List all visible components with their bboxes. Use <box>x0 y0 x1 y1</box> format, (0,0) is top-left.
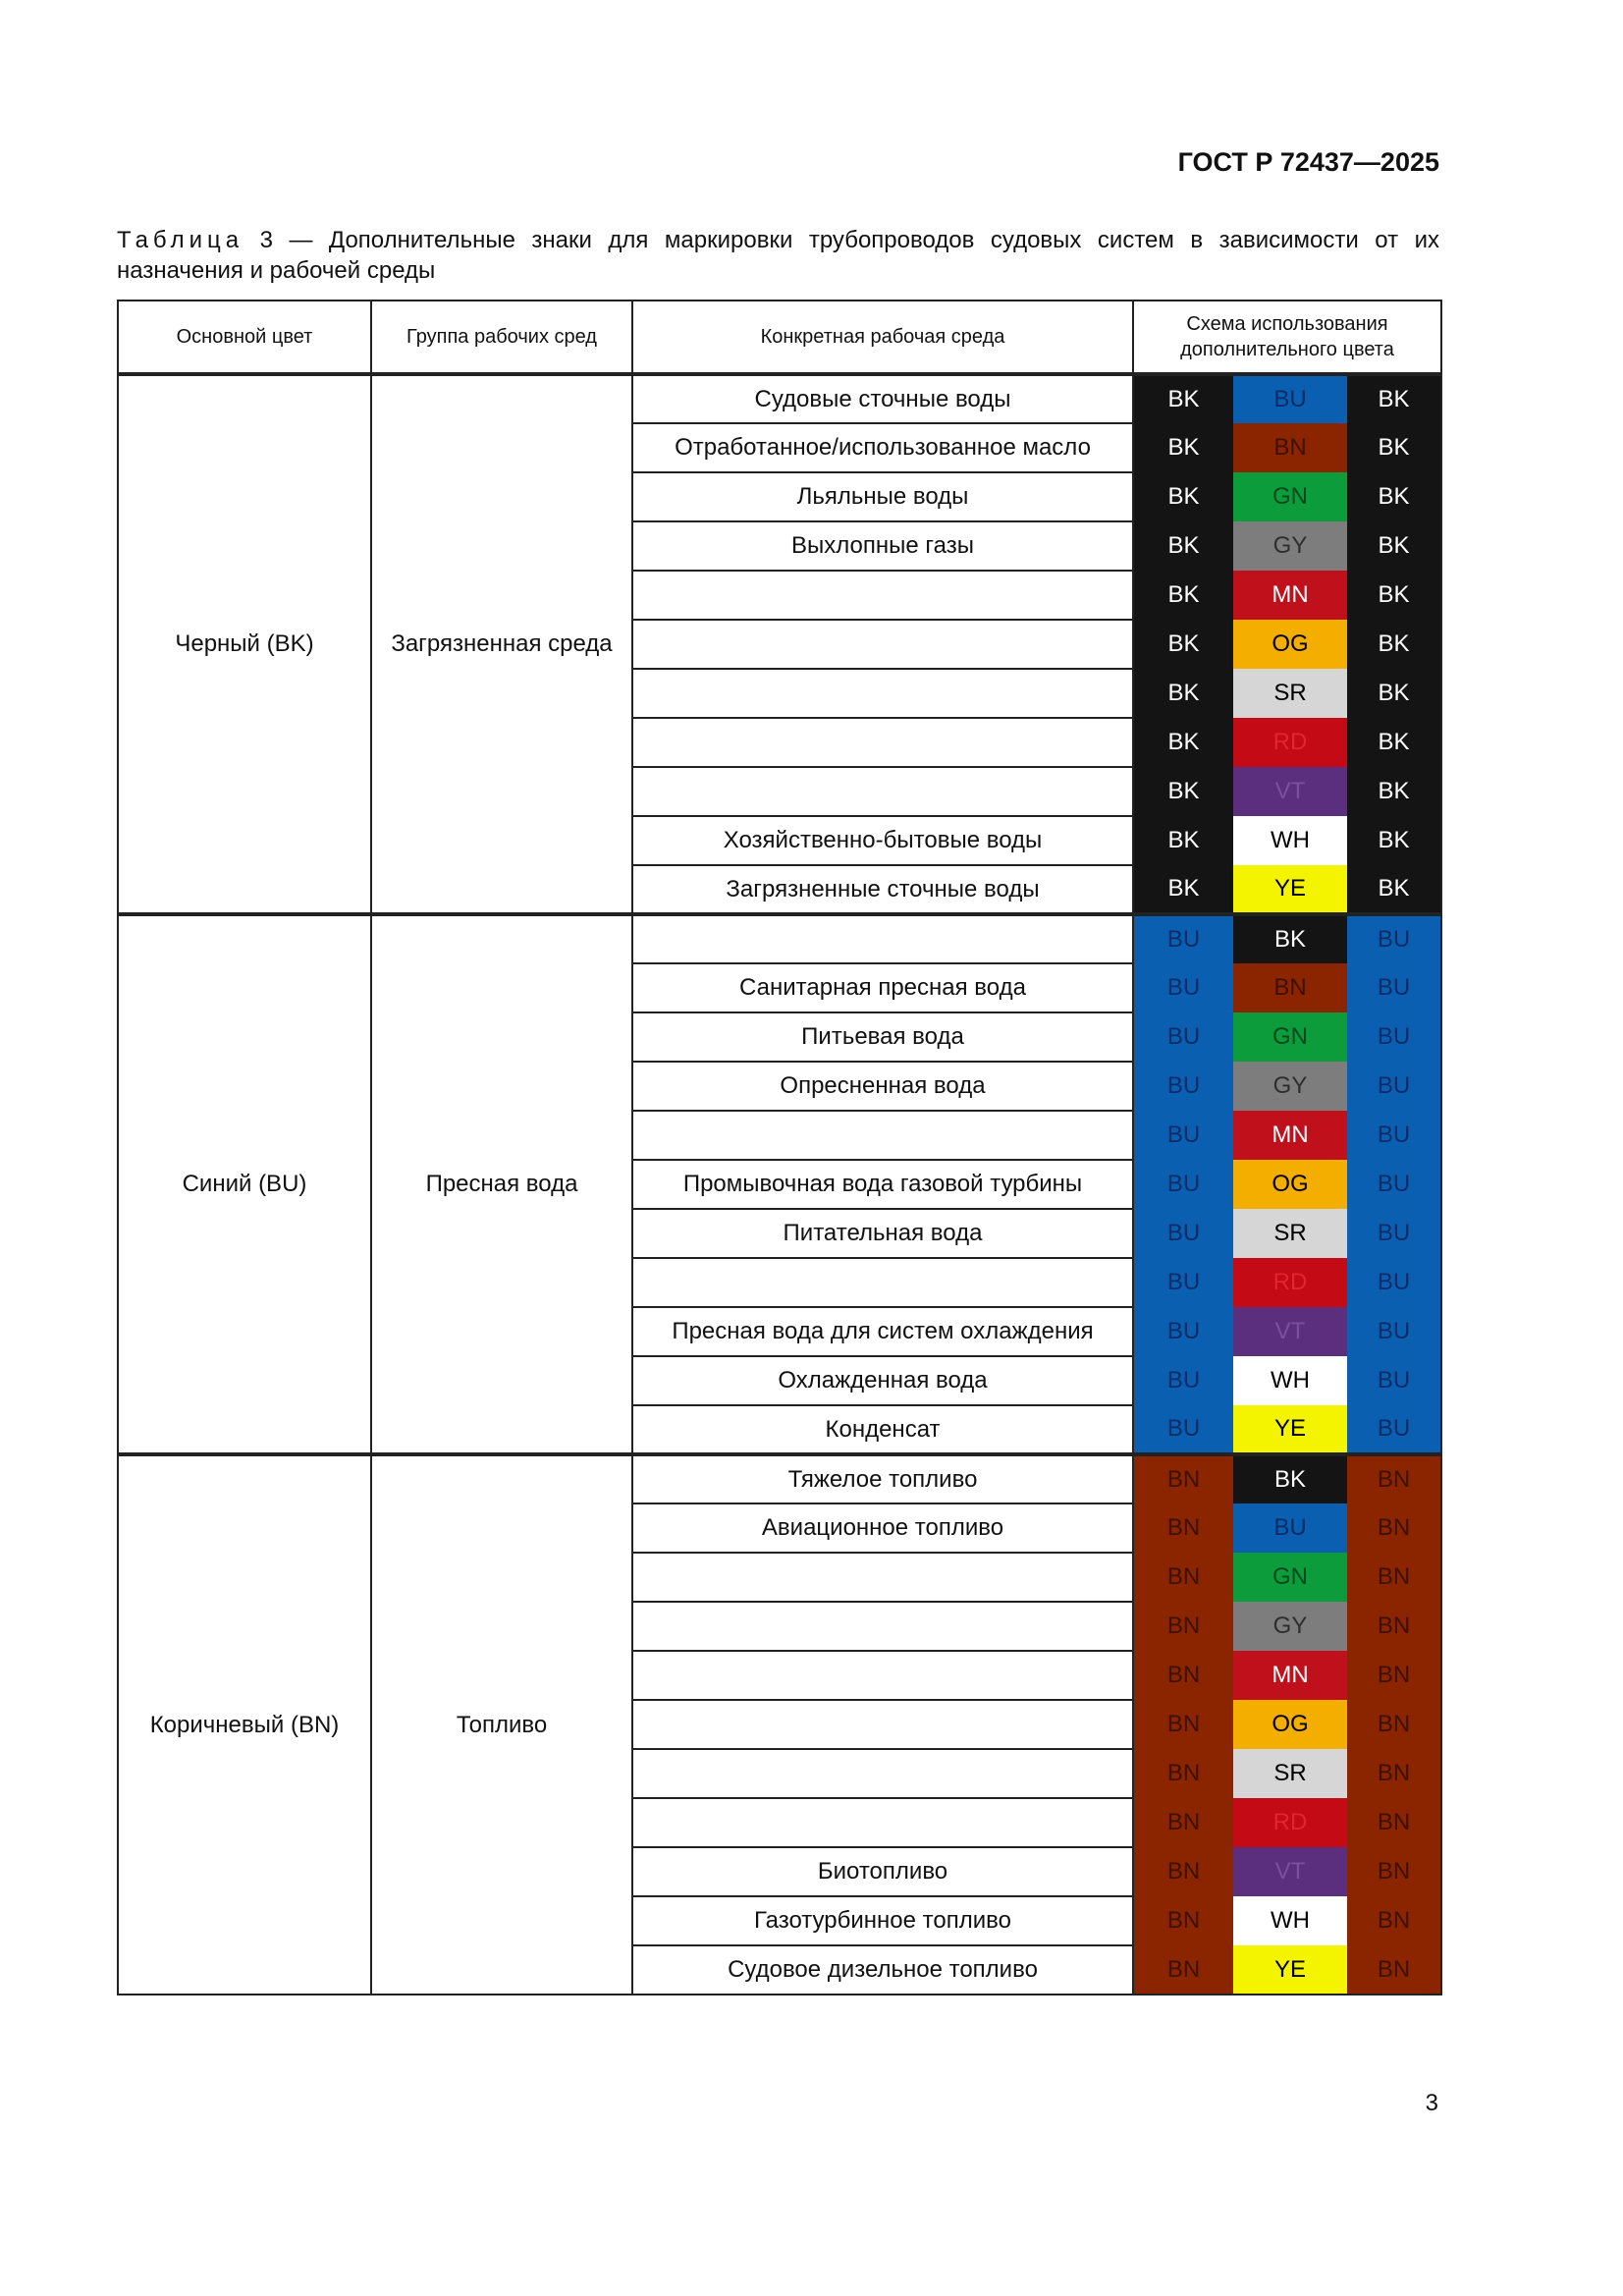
specific-media-cell <box>632 718 1133 767</box>
marking-table <box>117 300 1442 1995</box>
table-group <box>118 374 1441 914</box>
base-color-cell: Коричневый (BN) <box>118 1454 371 1995</box>
color-swatch-bu: BU <box>1233 1503 1347 1553</box>
color-swatch-bn: BN <box>1347 1700 1441 1749</box>
color-swatch-rd: RD <box>1233 718 1347 767</box>
color-swatch-ye: YE <box>1233 865 1347 914</box>
header-media-group: Группа рабочих сред <box>371 301 632 374</box>
specific-media-cell <box>632 1651 1133 1700</box>
specific-media-cell: Питательная вода <box>632 1209 1133 1258</box>
color-swatch-bn: BN <box>1347 1503 1441 1553</box>
specific-media-cell: Загрязненные сточные воды <box>632 865 1133 914</box>
color-swatch-bn: BN <box>1233 423 1347 472</box>
color-swatch-bn: BN <box>1133 1503 1233 1553</box>
color-swatch-gn: GN <box>1233 472 1347 521</box>
specific-media-cell <box>632 1602 1133 1651</box>
color-swatch-bk: BK <box>1133 521 1233 571</box>
color-swatch-bu: BU <box>1133 1258 1233 1307</box>
specific-media-cell: Отработанное/использованное масло <box>632 423 1133 472</box>
table-caption-text: 3 — Дополнительные знаки для маркировки трубопроводов судовых систем в зависимости от их назначения и рабочей среды <box>117 227 1439 284</box>
color-swatch-bk: BK <box>1133 718 1233 767</box>
color-swatch-mn: MN <box>1233 1651 1347 1700</box>
media-group-cell: Загрязненная среда <box>371 374 632 914</box>
color-swatch-sr: SR <box>1233 1209 1347 1258</box>
color-swatch-vt: VT <box>1233 1307 1347 1356</box>
specific-media-cell: Судовое дизельное топливо <box>632 1945 1133 1995</box>
color-swatch-bn: BN <box>1347 1454 1441 1503</box>
color-swatch-bn: BN <box>1347 1945 1441 1995</box>
color-swatch-bn: BN <box>1133 1651 1233 1700</box>
color-swatch-gy: GY <box>1233 1062 1347 1111</box>
specific-media-cell: Судовые сточные воды <box>632 374 1133 423</box>
specific-media-cell <box>632 1111 1133 1160</box>
table-caption <box>117 225 1439 286</box>
color-swatch-sr: SR <box>1233 1749 1347 1798</box>
specific-media-cell <box>632 1700 1133 1749</box>
color-swatch-og: OG <box>1233 1160 1347 1209</box>
specific-media-cell: Тяжелое топливо <box>632 1454 1133 1503</box>
specific-media-cell <box>632 1749 1133 1798</box>
color-swatch-bk: BK <box>1133 816 1233 865</box>
specific-media-cell: Хозяйственно-бытовые воды <box>632 816 1133 865</box>
specific-media-cell: Авиационное топливо <box>632 1503 1133 1553</box>
color-swatch-bk: BK <box>1347 669 1441 718</box>
base-color-cell: Черный (BK) <box>118 374 371 914</box>
specific-media-cell <box>632 767 1133 816</box>
table-row <box>118 374 1441 423</box>
color-swatch-gy: GY <box>1233 1602 1347 1651</box>
specific-media-cell: Охлажденная вода <box>632 1356 1133 1405</box>
specific-media-cell: Питьевая вода <box>632 1012 1133 1062</box>
color-swatch-bk: BK <box>1347 423 1441 472</box>
color-swatch-bu: BU <box>1347 963 1441 1012</box>
specific-media-cell: Пресная вода для систем охлаждения <box>632 1307 1133 1356</box>
color-swatch-bu: BU <box>1347 1307 1441 1356</box>
color-swatch-bn: BN <box>1347 1749 1441 1798</box>
table-row <box>118 1454 1441 1503</box>
specific-media-cell: Льяльные воды <box>632 472 1133 521</box>
color-swatch-rd: RD <box>1233 1798 1347 1847</box>
color-swatch-bn: BN <box>1133 1847 1233 1896</box>
color-swatch-bu: BU <box>1133 1405 1233 1454</box>
specific-media-cell: Газотурбинное топливо <box>632 1896 1133 1945</box>
color-swatch-bn: BN <box>1347 1847 1441 1896</box>
color-swatch-bn: BN <box>1133 1749 1233 1798</box>
specific-media-cell: Опресненная вода <box>632 1062 1133 1111</box>
color-swatch-gn: GN <box>1233 1553 1347 1602</box>
color-swatch-wh: WH <box>1233 1896 1347 1945</box>
color-swatch-bk: BK <box>1347 571 1441 620</box>
specific-media-cell <box>632 669 1133 718</box>
color-swatch-bu: BU <box>1133 1012 1233 1062</box>
color-swatch-bk: BK <box>1347 521 1441 571</box>
specific-media-cell: Биотопливо <box>632 1847 1133 1896</box>
specific-media-cell <box>632 914 1133 963</box>
color-swatch-bk: BK <box>1133 767 1233 816</box>
color-swatch-wh: WH <box>1233 816 1347 865</box>
document-id: ГОСТ Р 72437—2025 <box>1177 147 1439 177</box>
specific-media-cell <box>632 571 1133 620</box>
color-swatch-bn: BN <box>1133 1798 1233 1847</box>
color-swatch-bu: BU <box>1347 1405 1441 1454</box>
color-swatch-bn: BN <box>1347 1896 1441 1945</box>
color-swatch-vt: VT <box>1233 767 1347 816</box>
color-swatch-bu: BU <box>1133 1111 1233 1160</box>
color-swatch-og: OG <box>1233 620 1347 669</box>
color-swatch-bu: BU <box>1133 914 1233 963</box>
color-swatch-bu: BU <box>1347 1209 1441 1258</box>
color-swatch-bk: BK <box>1233 1454 1347 1503</box>
specific-media-cell: Конденсат <box>632 1405 1133 1454</box>
color-swatch-ye: YE <box>1233 1405 1347 1454</box>
header-color-scheme: Схема использования дополнительного цвета <box>1133 301 1441 374</box>
color-swatch-bk: BK <box>1347 472 1441 521</box>
color-swatch-bk: BK <box>1133 472 1233 521</box>
color-swatch-bk: BK <box>1133 669 1233 718</box>
color-swatch-og: OG <box>1233 1700 1347 1749</box>
color-swatch-bk: BK <box>1347 767 1441 816</box>
color-swatch-bn: BN <box>1347 1798 1441 1847</box>
color-swatch-bn: BN <box>1133 1945 1233 1995</box>
color-swatch-bu: BU <box>1233 374 1347 423</box>
color-swatch-bu: BU <box>1133 1307 1233 1356</box>
specific-media-cell <box>632 1258 1133 1307</box>
color-swatch-bu: BU <box>1133 1209 1233 1258</box>
color-swatch-bk: BK <box>1133 620 1233 669</box>
color-swatch-bk: BK <box>1233 914 1347 963</box>
color-swatch-bn: BN <box>1133 1700 1233 1749</box>
color-swatch-bk: BK <box>1347 620 1441 669</box>
table-row <box>118 914 1441 963</box>
color-swatch-bk: BK <box>1133 374 1233 423</box>
color-swatch-bn: BN <box>1133 1553 1233 1602</box>
color-swatch-bu: BU <box>1133 1356 1233 1405</box>
color-swatch-bn: BN <box>1233 963 1347 1012</box>
color-swatch-bu: BU <box>1347 914 1441 963</box>
color-swatch-bn: BN <box>1133 1454 1233 1503</box>
color-swatch-ye: YE <box>1233 1945 1347 1995</box>
specific-media-cell <box>632 1798 1133 1847</box>
color-swatch-bu: BU <box>1347 1012 1441 1062</box>
color-swatch-gy: GY <box>1233 521 1347 571</box>
color-swatch-bk: BK <box>1133 423 1233 472</box>
color-swatch-wh: WH <box>1233 1356 1347 1405</box>
color-swatch-bn: BN <box>1133 1602 1233 1651</box>
specific-media-cell <box>632 620 1133 669</box>
table-group <box>118 1454 1441 1995</box>
color-swatch-bk: BK <box>1347 374 1441 423</box>
table-header-row <box>118 301 1441 374</box>
specific-media-cell: Промывочная вода газовой турбины <box>632 1160 1133 1209</box>
table-group <box>118 914 1441 1454</box>
color-swatch-bn: BN <box>1347 1553 1441 1602</box>
color-swatch-bk: BK <box>1133 571 1233 620</box>
color-swatch-vt: VT <box>1233 1847 1347 1896</box>
color-swatch-gn: GN <box>1233 1012 1347 1062</box>
base-color-cell: Синий (BU) <box>118 914 371 1454</box>
color-swatch-mn: MN <box>1233 571 1347 620</box>
header-specific-media: Конкретная рабочая среда <box>632 301 1133 374</box>
color-swatch-bk: BK <box>1133 865 1233 914</box>
color-swatch-sr: SR <box>1233 669 1347 718</box>
color-swatch-bu: BU <box>1347 1356 1441 1405</box>
color-swatch-bu: BU <box>1133 1062 1233 1111</box>
specific-media-cell <box>632 1553 1133 1602</box>
color-swatch-bu: BU <box>1133 963 1233 1012</box>
media-group-cell: Пресная вода <box>371 914 632 1454</box>
color-swatch-bu: BU <box>1133 1160 1233 1209</box>
color-swatch-mn: MN <box>1233 1111 1347 1160</box>
page-number: 3 <box>1425 2090 1438 2116</box>
color-swatch-bu: BU <box>1347 1062 1441 1111</box>
specific-media-cell: Санитарная пресная вода <box>632 963 1133 1012</box>
color-swatch-bu: BU <box>1347 1160 1441 1209</box>
media-group-cell: Топливо <box>371 1454 632 1995</box>
color-swatch-bu: BU <box>1347 1258 1441 1307</box>
color-swatch-bn: BN <box>1347 1651 1441 1700</box>
color-swatch-bn: BN <box>1347 1602 1441 1651</box>
specific-media-cell: Выхлопные газы <box>632 521 1133 571</box>
color-swatch-bk: BK <box>1347 816 1441 865</box>
table-caption-label: Таблица <box>117 227 244 253</box>
header-base-color: Основной цвет <box>118 301 371 374</box>
color-swatch-bn: BN <box>1133 1896 1233 1945</box>
color-swatch-bu: BU <box>1347 1111 1441 1160</box>
color-swatch-rd: RD <box>1233 1258 1347 1307</box>
color-swatch-bk: BK <box>1347 865 1441 914</box>
color-swatch-bk: BK <box>1347 718 1441 767</box>
